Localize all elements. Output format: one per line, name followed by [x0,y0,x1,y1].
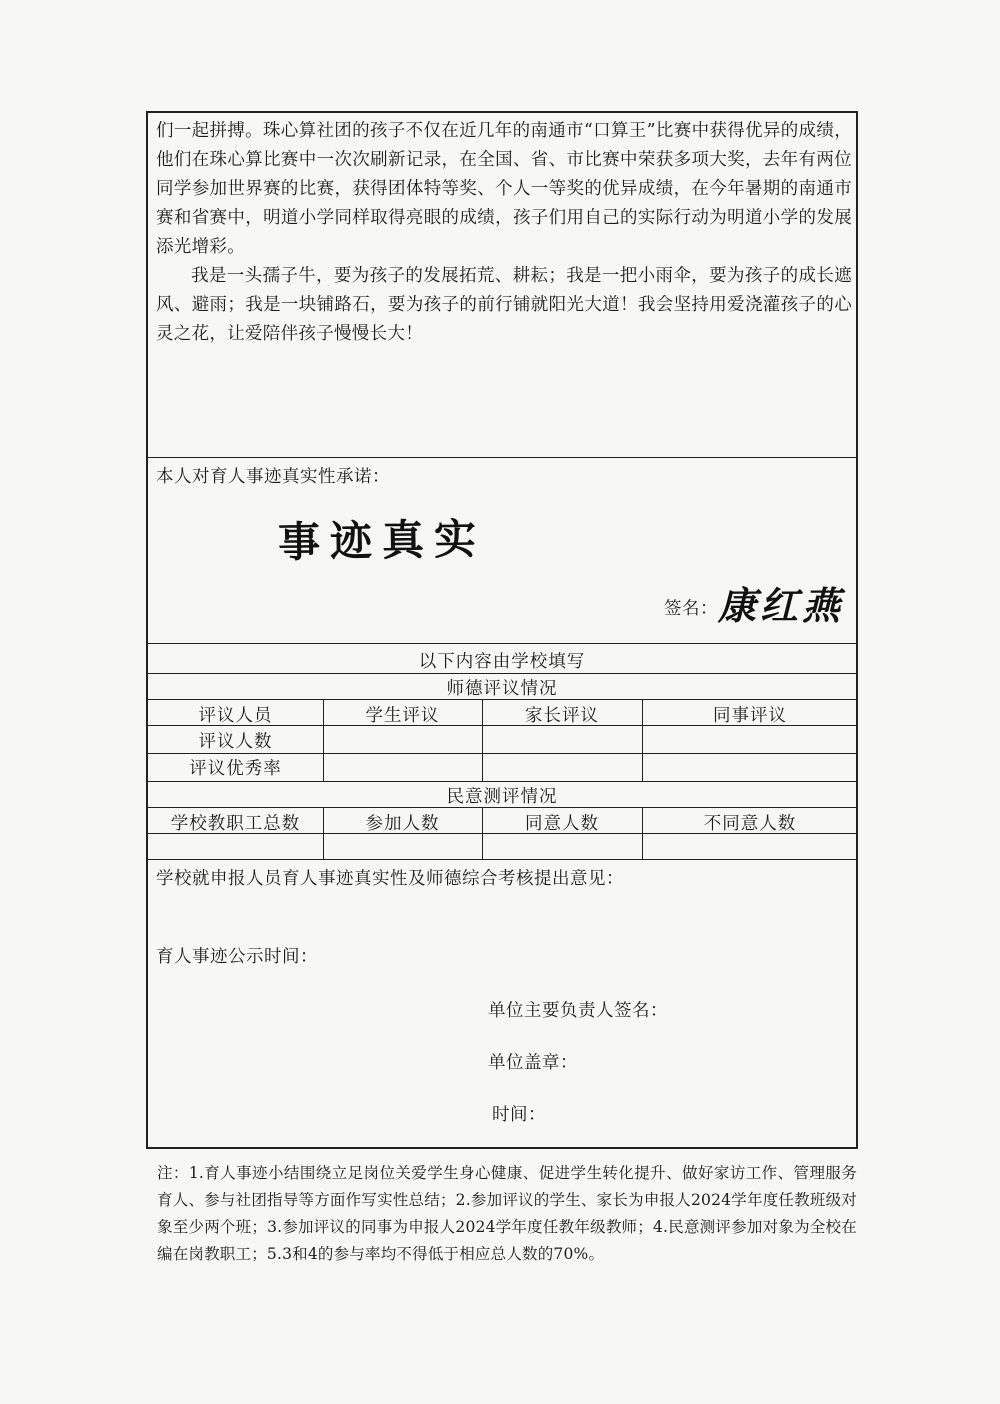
ethics-header-cell: 同事评议 [713,706,787,726]
divider [148,673,856,674]
form-table [146,111,858,1149]
story-paragraph-2: 我是一头孺子牛，要为孩子的发展拓荒、耕耘；我是一把小雨伞，要为孩子的成长遮风、避雨；我是一块铺路石，要为孩子的前行铺就阳光大道！我会坚持用爱浇灌孩子的心灵之花，让爱陪伴孩子慢慢长大！ [156,266,852,344]
story-text [156,117,852,349]
poll-title: 民意测评情况 [446,787,558,807]
publicity-time-label: 育人事迹公示时间： [156,947,318,967]
handwritten-statement: 事迹真实 [277,514,487,567]
divider [148,643,856,644]
school-section-title: 以下内容由学校填写 [418,652,586,672]
footnote: 注：1.育人事迹小结围绕立足岗位关爱学生身心健康、促进学生转化提升、做好家访工作、管理服务育人、参与社团指导等方面作写实性总结；2.参加评议的学生、家长为申报人2024学年度任教班级对象至少两个班；3.参加评议的同事为申报人2024学年度任教年级教师；4.民意测评参加对象为全校在编在岗教职工；5.3和4的参与率均不得低于相应总人数的70%。 [157,1164,857,1263]
ethics-row-label: 评议优秀率 [189,759,282,779]
ethics-header-cell: 家长评议 [525,706,599,726]
divider [148,753,856,754]
signature-label: 签名： [664,599,718,619]
signature: 康红燕 [718,583,845,628]
leader-signature-label: 单位主要负责人签名： [488,1001,668,1021]
divider [148,781,856,782]
poll-header-cell: 参加人数 [365,814,440,834]
poll-header-cell: 学校教职工总数 [170,814,301,834]
ethics-header-cell: 学生评议 [365,706,440,726]
divider [148,457,856,458]
ethics-row-label: 评议人数 [198,732,273,752]
promise-label: 本人对育人事迹真实性承诺： [156,467,390,487]
poll-header-cell: 不同意人数 [703,814,797,834]
poll-header-cell: 同意人数 [525,814,599,834]
divider [148,699,856,700]
time-label: 时间： [492,1105,546,1125]
ethics-title: 师德评议情况 [446,679,558,699]
divider [148,859,856,860]
divider [148,807,856,808]
seal-label: 单位盖章： [488,1053,578,1073]
ethics-header-cell: 评议人员 [198,706,273,726]
story-paragraph-1: 们一起拼搏。珠心算社团的孩子不仅在近几年的南通市“口算王”比赛中获得优异的成绩，他们在珠心算比赛中一次次刷新记录，在全国、省、市比赛中荣获多项大奖，去年有两位同学参加世界赛的比赛，获得团体特等奖、个人一等奖的优异成绩，在今年暑期的南通市赛和省赛中，明道小学同样取得亮眼的成绩，孩子们用自己的实际行动为明道小学的发展添光增彩。 [156,121,852,257]
opinion-label: 学校就申报人员育人事迹真实性及师德综合考核提出意见： [156,869,624,889]
